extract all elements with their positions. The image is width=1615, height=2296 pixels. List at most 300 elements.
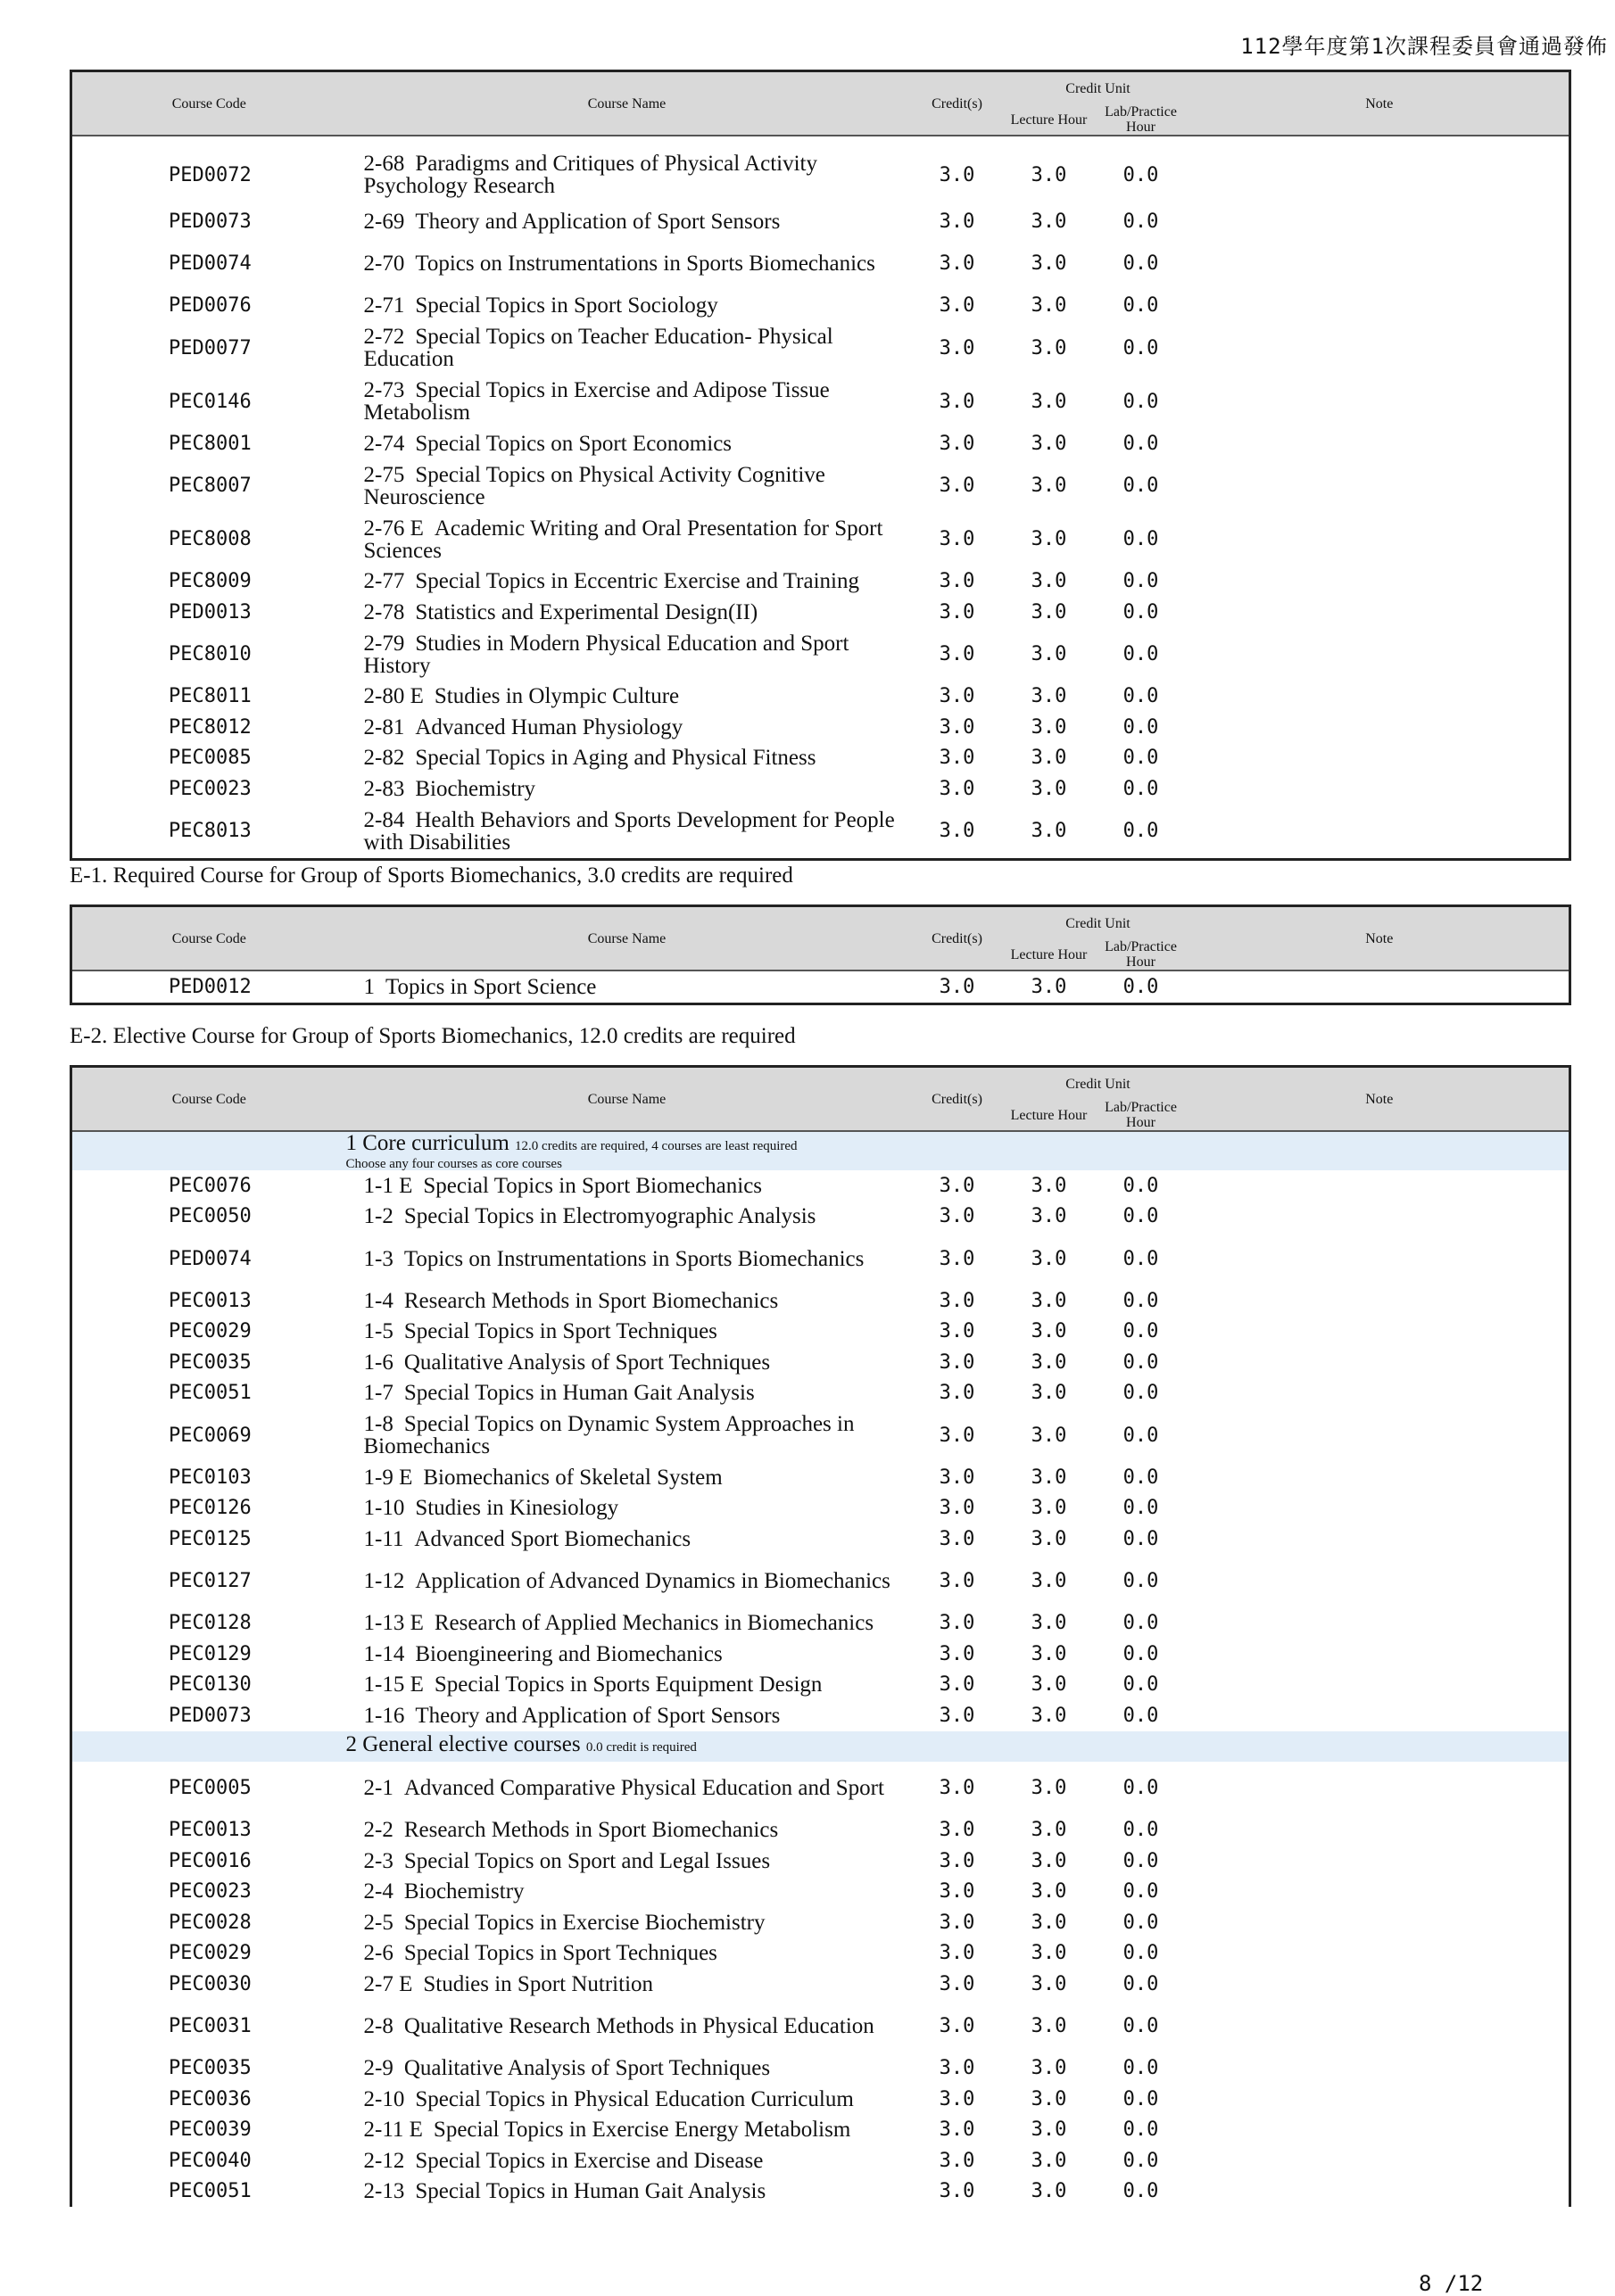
table-row [71, 1846, 1570, 1877]
course-title: Special Topics in Exercise and Disease [415, 2148, 764, 2173]
credits-value: 3.0 [939, 252, 975, 275]
course-number: 1-10 [363, 1496, 405, 1521]
course-name [346, 375, 908, 428]
credits-value: 3.0 [939, 475, 975, 497]
course-name [346, 1493, 908, 1524]
course-name [346, 681, 908, 713]
table-row [71, 136, 1570, 206]
lecture-hour-value: 3.0 [1031, 2087, 1067, 2110]
course-code: PEC8013 [169, 820, 252, 842]
course-number: 2-70 [363, 252, 405, 276]
course-name [346, 2000, 908, 2053]
course-code: PED0073 [169, 210, 252, 233]
lecture-hour-value: 3.0 [1031, 1972, 1067, 1995]
credits-value: 3.0 [939, 1777, 975, 1799]
table-row [71, 712, 1570, 743]
course-name [346, 428, 908, 459]
note-value [1190, 1670, 1570, 1701]
credits-value: 3.0 [939, 1673, 975, 1697]
course-title: Statistics and Experimental Design(II) [415, 599, 758, 624]
table-row [71, 1907, 1570, 1938]
course-title: Special Topics in Sport Techniques [403, 1319, 717, 1344]
course-number: 1-4 [363, 1288, 393, 1313]
course-code: PEC8011 [169, 685, 252, 708]
course-name [346, 1317, 908, 1348]
course-name [346, 291, 908, 322]
course-code: PEC0035 [169, 2057, 252, 2080]
table-row [71, 1555, 1570, 1608]
section-caption-e2: E-2. Elective Course for Group of Sports Biomechanics, 12.0 credits are required [70, 1024, 796, 1048]
course-title: Special Topics in Sport Biomechanics [423, 1173, 763, 1198]
course-number: 2-76 E [363, 516, 424, 541]
lab-hour-value: 0.0 [1122, 643, 1159, 665]
course-code: PEC0005 [169, 1777, 252, 1799]
course-title: Special Topics on Physical Activity Cognitive Neuroscience [363, 462, 825, 509]
lecture-hour-value: 3.0 [1031, 2057, 1067, 2080]
course-title: Special Topics in Sport Techniques [403, 1941, 717, 1966]
credits-value: 3.0 [939, 715, 975, 739]
credits-value: 3.0 [939, 1320, 975, 1343]
course-list [71, 1131, 1570, 2207]
lab-hour-value: 0.0 [1122, 1819, 1159, 1842]
course-code: PEC0013 [169, 1289, 252, 1312]
course-name [346, 743, 908, 774]
lab-hour-value: 0.0 [1122, 390, 1159, 413]
lab-hour-value: 0.0 [1122, 1642, 1159, 1665]
course-code: PEC8012 [169, 715, 252, 739]
table-row [71, 2000, 1570, 2053]
lab-hour-value: 0.0 [1122, 777, 1159, 800]
group-note: Choose any four courses as core courses [345, 1157, 562, 1171]
note-value [1190, 1762, 1570, 1815]
lecture-hour-value: 3.0 [1031, 1247, 1067, 1270]
table-row [71, 375, 1570, 428]
course-title: Special Topics in Exercise Biochemistry [403, 1910, 766, 1935]
note-value [1190, 1555, 1570, 1608]
course-number: 1-11 [363, 1526, 404, 1551]
course-code: PEC0029 [169, 1942, 252, 1965]
note-value [1190, 1232, 1570, 1285]
course-name [346, 1378, 908, 1409]
lab-hour-value: 0.0 [1122, 528, 1159, 550]
course-name [346, 1815, 908, 1846]
credits-value: 3.0 [939, 1527, 975, 1550]
note-value [1190, 1317, 1570, 1348]
credits-value: 3.0 [939, 528, 975, 550]
lab-hour-value: 0.0 [1122, 1777, 1159, 1799]
course-number: 2-9 [363, 2056, 393, 2081]
course-title: Topics on Instrumentations in Sports Biomechanics [403, 1246, 865, 1271]
course-number: 1-5 [363, 1319, 393, 1344]
course-title: Special Topics on Sport and Legal Issues [403, 1848, 771, 1873]
header-credits: Credit(s) [908, 1067, 1006, 1132]
table-row [71, 805, 1570, 860]
lab-hour-value: 0.0 [1122, 1612, 1159, 1635]
credits-value: 3.0 [939, 1942, 975, 1965]
note-value [1190, 1877, 1570, 1908]
table-row [71, 1462, 1570, 1493]
lecture-hour-value: 3.0 [1031, 1911, 1067, 1934]
credits-value: 3.0 [939, 975, 975, 998]
lecture-hour-value: 3.0 [1031, 1205, 1067, 1228]
lecture-hour-value: 3.0 [1031, 1289, 1067, 1312]
course-title: Special Topics in Physical Education Curriculum [415, 2086, 854, 2111]
lab-hour-value: 0.0 [1122, 2118, 1159, 2142]
lecture-hour-value: 3.0 [1031, 747, 1067, 770]
note-value [1190, 1524, 1570, 1555]
course-name [346, 2176, 908, 2208]
course-code: PEC0016 [169, 1849, 252, 1872]
table-row [71, 1700, 1570, 1731]
course-title: Studies in Olympic Culture [434, 684, 680, 709]
course-name [346, 1202, 908, 1233]
lab-hour-value: 0.0 [1122, 1320, 1159, 1343]
header-note: Note [1190, 1067, 1570, 1132]
course-name [346, 2084, 908, 2115]
note-value [1190, 805, 1570, 860]
lab-hour-value: 0.0 [1122, 432, 1159, 455]
credits-value: 3.0 [939, 643, 975, 665]
credits-value: 3.0 [939, 1642, 975, 1665]
lab-hour-value: 0.0 [1122, 1570, 1159, 1592]
note-value [1190, 1969, 1570, 2000]
header-credit-unit: Credit Unit [1065, 1076, 1130, 1092]
table-row [71, 1347, 1570, 1378]
course-number: 2-3 [363, 1848, 393, 1873]
course-title: Biochemistry [403, 1879, 525, 1904]
course-code: PED0013 [169, 600, 252, 624]
lecture-hour-value: 3.0 [1031, 528, 1067, 550]
lecture-hour-value: 3.0 [1031, 1612, 1067, 1635]
lecture-hour-value: 3.0 [1031, 2015, 1067, 2037]
credits-value: 3.0 [939, 2180, 975, 2203]
note-value [1190, 2000, 1570, 2053]
course-code: PEC0069 [169, 1424, 252, 1447]
course-title: Studies in Kinesiology [415, 1496, 619, 1521]
course-code: PEC0085 [169, 747, 252, 770]
course-title: Biochemistry [415, 776, 536, 801]
course-name [346, 773, 908, 805]
lab-hour-value: 0.0 [1122, 2149, 1159, 2172]
credits-value: 3.0 [939, 570, 975, 593]
course-name [346, 321, 908, 375]
lab-hour-value: 0.0 [1122, 1497, 1159, 1520]
course-title: Studies in Sport Nutrition [423, 1971, 654, 1996]
table-row [71, 970, 1570, 1003]
credits-value: 3.0 [939, 2015, 975, 2037]
note-value [1190, 1462, 1570, 1493]
course-name [346, 136, 908, 206]
credits-value: 3.0 [939, 2118, 975, 2142]
lab-hour-value: 0.0 [1122, 1527, 1159, 1550]
lecture-hour-value: 3.0 [1031, 715, 1067, 739]
lab-hour-value: 0.0 [1122, 2057, 1159, 2080]
header-course-name: Course Name [346, 906, 908, 971]
course-number: 1-1 E [363, 1173, 413, 1198]
credits-value: 3.0 [939, 1849, 975, 1872]
course-code: PED0074 [169, 1247, 252, 1270]
course-number: 2-80 E [363, 684, 424, 709]
course-list [71, 970, 1570, 1003]
course-number: 2-4 [363, 1879, 393, 1904]
lecture-hour-value: 3.0 [1031, 1880, 1067, 1904]
course-number: 2-11 E [363, 2118, 423, 2143]
course-title: Special Topics in Human Gait Analysis [415, 2179, 766, 2204]
lab-hour-value: 0.0 [1122, 1673, 1159, 1697]
credits-value: 3.0 [939, 1289, 975, 1312]
course-code: PEC0076 [169, 1174, 252, 1197]
table-row [71, 773, 1570, 805]
table-row [71, 1493, 1570, 1524]
lecture-hour-value: 3.0 [1031, 570, 1067, 593]
course-number: 2-10 [363, 2086, 405, 2111]
course-name [346, 1877, 908, 1908]
lecture-hour-value: 3.0 [1031, 252, 1067, 275]
lab-hour-value: 0.0 [1122, 336, 1159, 359]
note-value [1190, 2176, 1570, 2208]
section-caption-e1: E-1. Required Course for Group of Sports Biomechanics, 3.0 credits are required [70, 863, 793, 888]
table-row [71, 1524, 1570, 1555]
table-header [71, 71, 1570, 136]
course-title: Paradigms and Critiques of Physical Activity Psychology Research [363, 152, 817, 198]
course-code: PEC0035 [169, 1350, 252, 1374]
course-name [346, 2115, 908, 2146]
lab-hour-value: 0.0 [1122, 747, 1159, 770]
course-code: PEC0051 [169, 2180, 252, 2203]
course-number: 1-8 [363, 1412, 393, 1436]
table-row [71, 1232, 1570, 1285]
header-lab-hour: Lab/Practice Hour [1092, 104, 1190, 136]
table-row [71, 628, 1570, 681]
credits-value: 3.0 [939, 432, 975, 455]
lab-hour-value: 0.0 [1122, 2015, 1159, 2037]
credits-value: 3.0 [939, 1704, 975, 1727]
header-note: Note [1190, 71, 1570, 136]
credits-value: 3.0 [939, 685, 975, 708]
header-course-code: Course Code [71, 71, 346, 136]
lab-hour-value: 0.0 [1122, 685, 1159, 708]
credits-value: 3.0 [939, 210, 975, 233]
table-header [71, 906, 1570, 971]
course-name [346, 459, 908, 513]
credits-value: 3.0 [939, 1424, 975, 1447]
lecture-hour-value: 3.0 [1031, 336, 1067, 359]
credits-value: 3.0 [939, 747, 975, 770]
lecture-hour-value: 3.0 [1031, 1942, 1067, 1965]
lab-hour-value: 0.0 [1122, 475, 1159, 497]
course-code: PEC0125 [169, 1527, 252, 1550]
note-value [1190, 206, 1570, 237]
course-table-e1 [70, 904, 1571, 1005]
course-number: 2-84 [363, 807, 405, 832]
course-number: 2-79 [363, 631, 405, 656]
lecture-hour-value: 3.0 [1031, 643, 1067, 665]
table-row [71, 428, 1570, 459]
course-title: Biomechanics of Skeletal System [423, 1465, 723, 1490]
course-title: Special Topics in Exercise Energy Metabolism [433, 2118, 851, 2143]
course-title: Qualitative Analysis of Sport Techniques [403, 1350, 771, 1375]
course-code: PEC8007 [169, 475, 252, 497]
course-number: 2-12 [363, 2148, 405, 2173]
group-title: 1 Core curriculum [345, 1131, 509, 1155]
table-row [71, 681, 1570, 713]
table-row [71, 1938, 1570, 1970]
lab-hour-value: 0.0 [1122, 1849, 1159, 1872]
table-row [71, 237, 1570, 291]
lab-hour-value: 0.0 [1122, 1704, 1159, 1727]
table-row [71, 1608, 1570, 1639]
credits-value: 3.0 [939, 1819, 975, 1842]
header-note: Note [1190, 906, 1570, 971]
course-name [346, 206, 908, 237]
course-number: 2-7 E [363, 1971, 413, 1996]
table-row [71, 1969, 1570, 2000]
note-value [1190, 513, 1570, 566]
lecture-hour-value: 3.0 [1031, 2180, 1067, 2203]
group-spacer [71, 1131, 346, 1170]
group-requirement: 0.0 credit is required [585, 1740, 697, 1755]
note-value [1190, 1202, 1570, 1233]
lecture-hour-value: 3.0 [1031, 1424, 1067, 1447]
course-number: 2-13 [363, 2179, 405, 2204]
header-credits: Credit(s) [908, 71, 1006, 136]
course-title: Theory and Application of Sport Sensors [415, 1703, 781, 1728]
table-row [71, 321, 1570, 375]
course-table-e2 [70, 1065, 1571, 2207]
course-code: PEC0030 [169, 1972, 252, 1995]
course-title: Topics in Sport Science [385, 974, 597, 999]
lecture-hour-value: 3.0 [1031, 210, 1067, 233]
course-number: 2-68 [363, 152, 405, 176]
course-name [346, 1846, 908, 1877]
table-row [71, 1378, 1570, 1409]
note-value [1190, 1700, 1570, 1731]
lab-hour-value: 0.0 [1122, 1880, 1159, 1904]
credits-value: 3.0 [939, 1205, 975, 1228]
group-heading [346, 1131, 1570, 1170]
lab-hour-value: 0.0 [1122, 570, 1159, 593]
course-code: PEC0028 [169, 1911, 252, 1934]
lecture-hour-value: 3.0 [1031, 475, 1067, 497]
table-row [71, 513, 1570, 566]
course-code: PEC0039 [169, 2118, 252, 2142]
group-requirement: 12.0 credits are required, 4 courses are least required [515, 1139, 798, 1153]
course-number: 1-6 [363, 1350, 393, 1375]
table-row [71, 2084, 1570, 2115]
course-name [346, 1347, 908, 1378]
lecture-hour-value: 3.0 [1031, 1466, 1067, 1489]
credits-value: 3.0 [939, 1570, 975, 1592]
note-value [1190, 375, 1570, 428]
course-code: PEC0129 [169, 1642, 252, 1665]
course-number: 2-83 [363, 776, 405, 801]
course-number: 2-74 [363, 431, 405, 456]
credits-value: 3.0 [939, 2149, 975, 2172]
header-course-name: Course Name [346, 71, 908, 136]
course-number: 1-2 [363, 1204, 393, 1229]
credits-value: 3.0 [939, 777, 975, 800]
credits-value: 3.0 [939, 600, 975, 624]
course-number: 1-3 [363, 1246, 393, 1271]
course-title: Qualitative Research Methods in Physical Education [403, 2014, 874, 2038]
table-row [71, 743, 1570, 774]
course-code: PEC8009 [169, 570, 252, 593]
group-title: 2 General elective courses [345, 1732, 581, 1756]
table-row [71, 1670, 1570, 1701]
group-row-core [71, 1131, 1570, 1170]
course-title: Special Topics in Eccentric Exercise and Training [415, 569, 859, 594]
course-name [346, 237, 908, 291]
lecture-hour-value: 3.0 [1031, 685, 1067, 708]
course-code: PED0077 [169, 336, 252, 359]
table-row [71, 2053, 1570, 2085]
lab-hour-value: 0.0 [1122, 163, 1159, 186]
course-name [346, 1555, 908, 1608]
credits-value: 3.0 [939, 2057, 975, 2080]
header-lab-hour: Lab/Practice Hour [1092, 939, 1190, 970]
course-code: PED0074 [169, 252, 252, 275]
credits-value: 3.0 [939, 1612, 975, 1635]
course-name [346, 1524, 908, 1555]
course-title: Research Methods in Sport Biomechanics [403, 1288, 779, 1313]
course-number: 1-14 [363, 1641, 405, 1666]
course-name [346, 1408, 908, 1462]
lab-hour-value: 0.0 [1122, 1247, 1159, 1270]
lecture-hour-value: 3.0 [1031, 1704, 1067, 1727]
note-value [1190, 1608, 1570, 1639]
credits-value: 3.0 [939, 1497, 975, 1520]
course-number: 2-81 [363, 714, 405, 739]
table-row [71, 206, 1570, 237]
lecture-hour-value: 3.0 [1031, 432, 1067, 455]
note-value [1190, 1347, 1570, 1378]
table-row [71, 2115, 1570, 2146]
table-row [71, 1762, 1570, 1815]
course-code: PEC0029 [169, 1320, 252, 1343]
note-value [1190, 1846, 1570, 1877]
lab-hour-value: 0.0 [1122, 1205, 1159, 1228]
credits-value: 3.0 [939, 390, 975, 413]
note-value [1190, 459, 1570, 513]
lecture-hour-value: 3.0 [1031, 1527, 1067, 1550]
table-row [71, 597, 1570, 628]
lab-hour-value: 0.0 [1122, 1942, 1159, 1965]
course-title: Theory and Application of Sport Sensors [415, 209, 781, 234]
note-value [1190, 1907, 1570, 1938]
lab-hour-value: 0.0 [1122, 252, 1159, 275]
course-name [346, 1907, 908, 1938]
course-name [346, 2145, 908, 2176]
note-value [1190, 970, 1570, 1003]
note-value [1190, 681, 1570, 713]
credits-value: 3.0 [939, 820, 975, 842]
note-value [1190, 1938, 1570, 1970]
note-value [1190, 136, 1570, 206]
table-row [71, 1285, 1570, 1317]
course-title: Bioengineering and Biomechanics [415, 1641, 723, 1666]
course-table-continued [70, 70, 1571, 861]
lecture-hour-value: 3.0 [1031, 1570, 1067, 1592]
note-value [1190, 1408, 1570, 1462]
credits-value: 3.0 [939, 1382, 975, 1405]
course-title: Health Behaviors and Sports Development for People with Disabilities [363, 807, 895, 855]
credits-value: 3.0 [939, 1972, 975, 1995]
page-number: 8 /12 [1419, 2271, 1484, 2296]
table-row [71, 2176, 1570, 2208]
header-credit-unit: Credit Unit [1065, 80, 1130, 96]
course-name [346, 805, 908, 860]
lab-hour-value: 0.0 [1122, 294, 1159, 318]
